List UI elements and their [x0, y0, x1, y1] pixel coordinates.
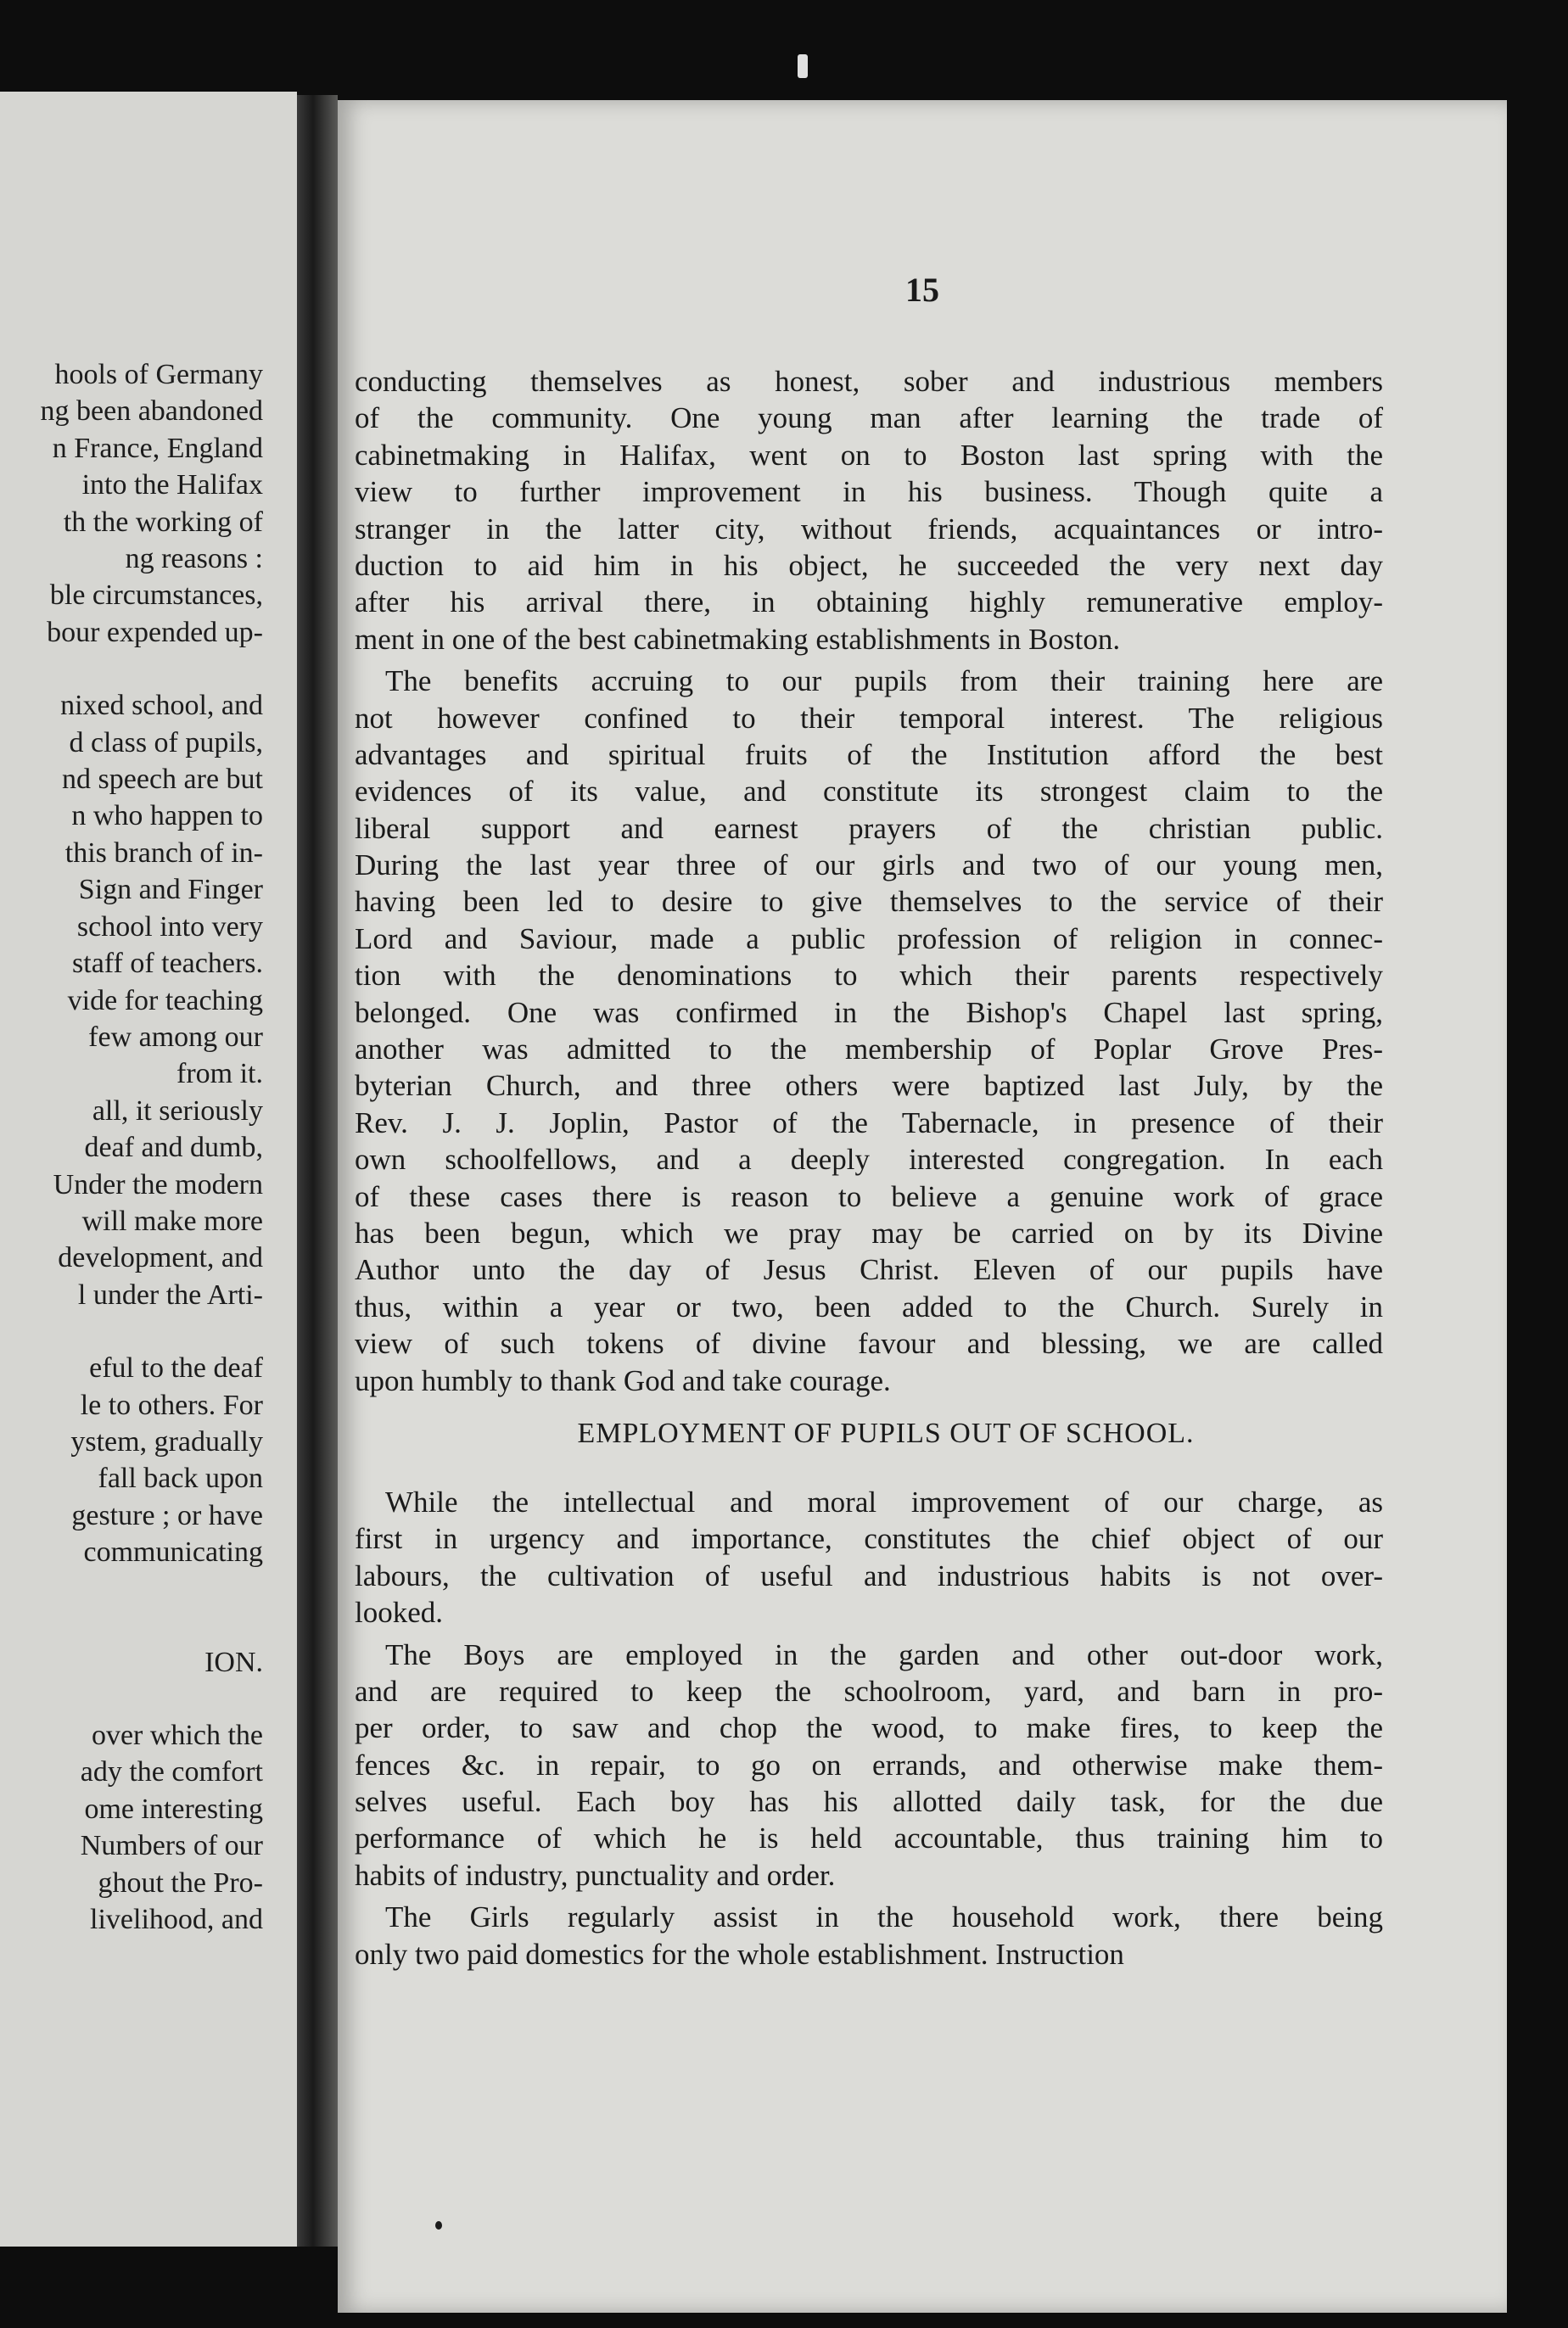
left-text-line: all, it seriously	[92, 1094, 263, 1127]
right-page	[338, 100, 1507, 2313]
text-line: conducting themselves as honest, sober and industrious members	[355, 365, 1383, 398]
left-text-line: staff of teachers.	[72, 948, 263, 980]
page-body	[355, 363, 1383, 1973]
left-text-line: l under the Arti-	[77, 1279, 263, 1311]
left-text-line: d class of pupils,	[69, 726, 263, 758]
left-text-line	[41, 1571, 263, 1608]
text-line: ment in one of the best cabinetmaking establishments in Boston.	[355, 622, 1121, 656]
left-text-line: this branch of in-	[64, 837, 263, 869]
print-smudge	[435, 2221, 442, 2230]
left-text-line	[41, 1681, 263, 1717]
paragraph-religious-benefits	[355, 663, 1383, 1399]
text-line: habits of industry, punctuality and order.	[355, 1858, 836, 1892]
left-text-line: few among our	[88, 1021, 263, 1053]
film-mark	[798, 54, 808, 78]
paragraph-intro-employment	[355, 1484, 1383, 1631]
text-line: after his arrival there, in obtaining highly remunerative employ-	[355, 585, 1383, 619]
left-text-line: vide for teaching	[67, 984, 263, 1016]
left-text-line	[41, 1608, 263, 1644]
text-line: evidences of its value, and constitute its strongest claim to the	[355, 775, 1383, 809]
text-line: byterian Church, and three others were baptized last July, by the	[355, 1069, 1383, 1103]
left-text-line	[41, 1313, 263, 1350]
text-line: The Boys are employed in the garden and other out-door work,	[385, 1637, 1383, 1671]
text-line: The benefits accruing to our pupils from their training here are	[385, 664, 1383, 698]
text-line: stranger in the latter city, without friends, acquaintances or intro-	[355, 512, 1383, 546]
left-text-line: bour expended up-	[47, 616, 263, 648]
left-text-line: ng reasons :	[125, 543, 263, 575]
left-text-line: n who happen to	[71, 800, 263, 832]
text-line: tion with the denominations to which their parents respectively	[355, 959, 1383, 993]
left-text-line: will make more	[81, 1205, 263, 1237]
left-text-line: th the working of	[63, 506, 263, 538]
text-line: selves useful. Each boy has his allotted daily task, for the due	[355, 1785, 1383, 1819]
text-line: advantages and spiritual fruits of the Institution afford the best	[355, 737, 1383, 771]
left-text-line: Under the modern	[53, 1168, 263, 1200]
left-text-line: school into very	[76, 910, 263, 943]
text-line: having been led to desire to give themselves to the service of their	[355, 885, 1383, 919]
left-text-line: nixed school, and	[60, 690, 263, 722]
left-text-line: nd speech are but	[62, 764, 263, 796]
text-line: and are required to keep the schoolroom, yard, and barn in pro-	[355, 1674, 1383, 1708]
text-line: While the intellectual and moral improvement of our charge, as	[385, 1485, 1383, 1519]
text-line: The Girls regularly assist in the household work, there being	[385, 1900, 1383, 1934]
left-text-line: ome interesting	[84, 1793, 263, 1825]
left-text-line: livelihood, and	[90, 1904, 263, 1936]
text-line: labours, the cultivation of useful and industrious habits is not over-	[355, 1559, 1383, 1592]
left-page	[0, 92, 297, 2247]
left-text-line: fall back upon	[98, 1463, 263, 1495]
section-heading: EMPLOYMENT OF PUPILS OUT OF SCHOOL.	[577, 1417, 1195, 1449]
left-text-line: communicating	[83, 1536, 263, 1569]
text-line: upon humbly to thank God and take courage.	[355, 1363, 891, 1397]
text-line: Rev. J. J. Joplin, Pastor of the Tabernacle, in presence of their	[355, 1105, 1383, 1139]
text-line: fences &c. in repair, to go on errands, and otherwise make them-	[355, 1748, 1383, 1782]
text-line: view to further improvement in his business. Though quite a	[355, 475, 1383, 509]
paragraph-continuation	[355, 363, 1383, 658]
text-line: per order, to saw and chop the wood, to make fires, to keep the	[355, 1711, 1383, 1745]
left-text-line	[41, 651, 263, 687]
left-text-line: Sign and Finger	[78, 874, 263, 906]
text-line: another was admitted to the membership of Poplar Grove Pres-	[355, 1032, 1383, 1066]
left-text-line: ION.	[204, 1646, 263, 1678]
text-line: Lord and Saviour, made a public profession of religion in connec-	[355, 921, 1383, 955]
text-line: cabinetmaking in Halifax, went on to Boston last spring with the	[355, 438, 1383, 472]
left-text-line: deaf and dumb,	[84, 1132, 263, 1164]
left-text-line: gesture ; or have	[71, 1499, 263, 1531]
text-line: duction to aid him in his object, he succeeded the very next day	[355, 548, 1383, 582]
left-text-line: Numbers of our	[80, 1830, 263, 1862]
text-line: thus, within a year or two, been added to the Church. Surely in	[355, 1290, 1383, 1323]
left-text-line: into the Halifax	[81, 469, 263, 501]
left-text-line: n France, England	[52, 432, 263, 464]
left-text-line: hools of Germany	[54, 359, 263, 390]
text-line: liberal support and earnest prayers of the christian public.	[355, 811, 1383, 845]
left-text-line: ng been abandoned	[40, 395, 263, 428]
text-line: first in urgency and importance, constitutes the chief object of our	[355, 1522, 1383, 1556]
text-line: performance of which he is held accountable, thus training him to	[355, 1822, 1383, 1855]
text-line: belonged. One was confirmed in the Bishop's Chapel last spring,	[355, 995, 1383, 1029]
book-gutter	[297, 95, 338, 2247]
text-line: of the community. One young man after learning the trade of	[355, 401, 1383, 435]
text-line: During the last year three of our girls and two of our young men,	[355, 848, 1383, 882]
left-text-line: ble circumstances,	[49, 579, 263, 612]
left-text-line: from it.	[176, 1058, 263, 1090]
text-line: not however confined to their temporal interest. The religious	[355, 701, 1383, 735]
left-text-line: over which the	[91, 1720, 263, 1751]
paragraph-boys	[355, 1637, 1383, 1894]
text-line: of these cases there is reason to believe a genuine work of grace	[355, 1179, 1383, 1213]
left-page-text	[41, 356, 263, 1938]
left-text-line: development, and	[58, 1242, 263, 1274]
text-line: own schoolfellows, and a deeply interested congregation. In each	[355, 1143, 1383, 1177]
left-text-line: ghout the Pro-	[98, 1866, 263, 1899]
left-text-line: le to others. For	[80, 1389, 263, 1421]
text-line: has been begun, which we pray may be carried on by its Divine	[355, 1216, 1383, 1250]
left-text-line: eful to the deaf	[89, 1352, 263, 1385]
page-number: 15	[905, 271, 939, 309]
text-line: only two paid domestics for the whole establishment. Instruction	[355, 1937, 1124, 1971]
left-text-line: ady the comfort	[80, 1756, 263, 1788]
text-line: view of such tokens of divine favour and blessing, we are called	[355, 1327, 1383, 1361]
text-line: looked.	[355, 1596, 444, 1630]
left-text-line: ystem, gradually	[70, 1425, 263, 1458]
paragraph-girls	[355, 1899, 1383, 1973]
text-line: Author unto the day of Jesus Christ. Eleven of our pupils have	[355, 1253, 1383, 1287]
